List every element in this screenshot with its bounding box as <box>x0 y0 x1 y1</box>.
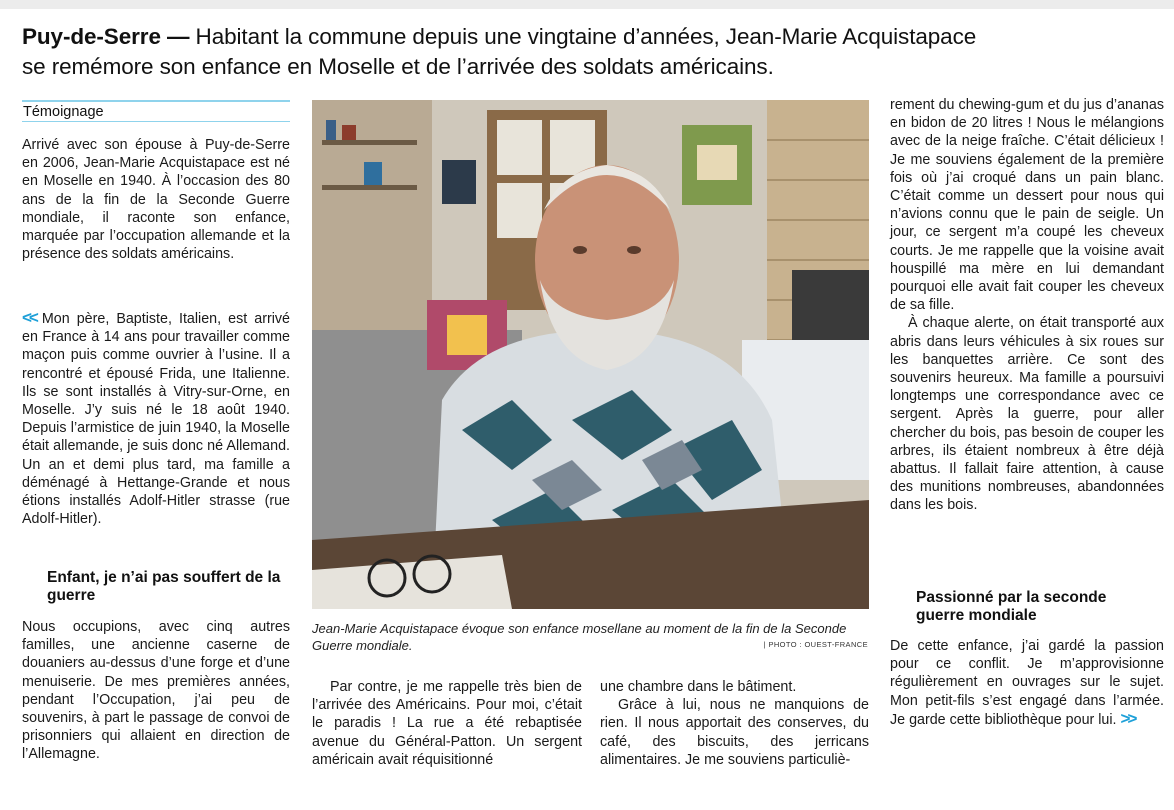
subhead-childhood: Enfant, je n’ai pas souffert de la guerre <box>47 569 281 604</box>
column4-end <box>890 637 1164 729</box>
closing-text: De cette enfance, j’ai gardé la passion pour ce conflit. Je m’approvisionne régulièrement en ouvrages sur le sujet. Mon petit-fils s’est engagé dans l’armée. Je garde cette bibliothèque pour lui. <box>890 638 1164 728</box>
column2-bottom <box>312 678 582 769</box>
column3-text: Grâce à lui, nous ne manquions de rien. Il nous apportait des conserves, du café, des biscuits, des jerricans alimentaires. Je me souviens particuliè- <box>600 697 869 768</box>
column1-continued <box>22 618 290 764</box>
top-rule <box>0 0 1174 9</box>
subhead-passion: Passionné par la seconde guerre mondiale <box>916 589 1107 624</box>
portrait-illustration <box>312 100 869 609</box>
column3-text-line: une chambre dans le bâtiment. <box>600 679 797 695</box>
column4-text-1: rement du chewing-gum et du jus d’ananas en bidon de 20 litres ! Nous le mélangions avec de la neige fraîche. C’était délicieux ! Je me souviens également de la première fois où j’ai croqué dans un pain blanc. C’était comme un dessert pour nous qui n’avions connu que le pain de seigle. Un jour, ce sergent m’a coupé les cheveux courts. Je me rappelle que la voisine avait houspillé ma mère en lui demandant pourquoi elle avait fait couper les cheveux de sa fille. <box>890 97 1164 314</box>
rubric-label: Témoignage <box>22 100 290 122</box>
intro-paragraph <box>22 136 290 263</box>
intro-text: Arrivé avec son épouse à Puy-de-Serre en 2006, Jean-Marie Acquistapace est né en Moselle en 1940. À l’occasion des 80 ans de la fin de la Seconde Guerre mondiale, il raconte son enfance, marquée par l’occupation allemande et la présence des soldats américains. <box>22 137 290 263</box>
quote-paragraph <box>22 309 290 528</box>
column4-text-2: À chaque alerte, on était transporté aux abris dans leurs véhicules à six roues sur les banquettes arrière. Ce sont des souvenirs heureux. Ma famille a poursuivi longtemps une correspondance avec ce sergent. Après la guerre, pour aller chercher du bois, pas besoin de couper les arbres, ils étaient nombreux à être déjà abattus. Il fallait faire attention, à cause des munitions nombreuses, abandonnées dans les bois. <box>890 315 1164 514</box>
column4 <box>890 96 1164 515</box>
close-quote-icon: >> <box>1120 708 1135 728</box>
quote-text: Mon père, Baptiste, Italien, est arrivé en France à 14 ans pour travailler comme maçon puis comme ouvrier à l’usine. Il a rencontré et épousé Frida, une Italienne. Ils se sont installés à Vitry-sur-Orne, en Moselle. J’y suis né le 18 août 1940. Depuis l’armistice de juin 1940, la Moselle était allemande, je suis donc né Allemand. Un an et demi plus tard, ma famille a déménagé à Hettange-Grande et nous étions installés Adolf-Hitler strasse (rue Adolf-Hitler). <box>22 311 290 528</box>
portrait-photo <box>312 100 869 609</box>
photo-credit: | PHOTO : OUEST-FRANCE <box>763 640 868 649</box>
column1-text: Nous occupions, avec cinq autres familles, une ancienne caserne de douaniers au-dessus d’une forge et d’une menuiserie. De mes premières années, pendant l’Occupation, j’ai peu de souvenirs, à part le passage de convoi de prisonniers qui allaient en direction de l’Allemagne. <box>22 619 290 763</box>
column3-bottom <box>600 678 869 769</box>
headline <box>22 22 1152 82</box>
column2-text: Par contre, je me rappelle très bien de l’arrivée des Américains. Pour moi, c’était le paradis ! La rue a été rebaptisée avenue du Général-Patton. Un sergent américain avait réquisitionné <box>312 679 582 768</box>
headline-line1: Habitant la commune depuis une vingtaine d’années, Jean-Marie Acquistapace <box>189 24 977 49</box>
headline-place: Puy-de-Serre — <box>22 24 190 49</box>
open-quote-icon: << <box>22 308 36 327</box>
headline-line2: se remémore son enfance en Moselle et de l’arrivée des soldats américains. <box>22 54 774 79</box>
photo-caption: Jean-Marie Acquistapace évoque son enfance mosellane au moment de la fin de la Seconde Guerre mondiale. <box>312 621 847 653</box>
